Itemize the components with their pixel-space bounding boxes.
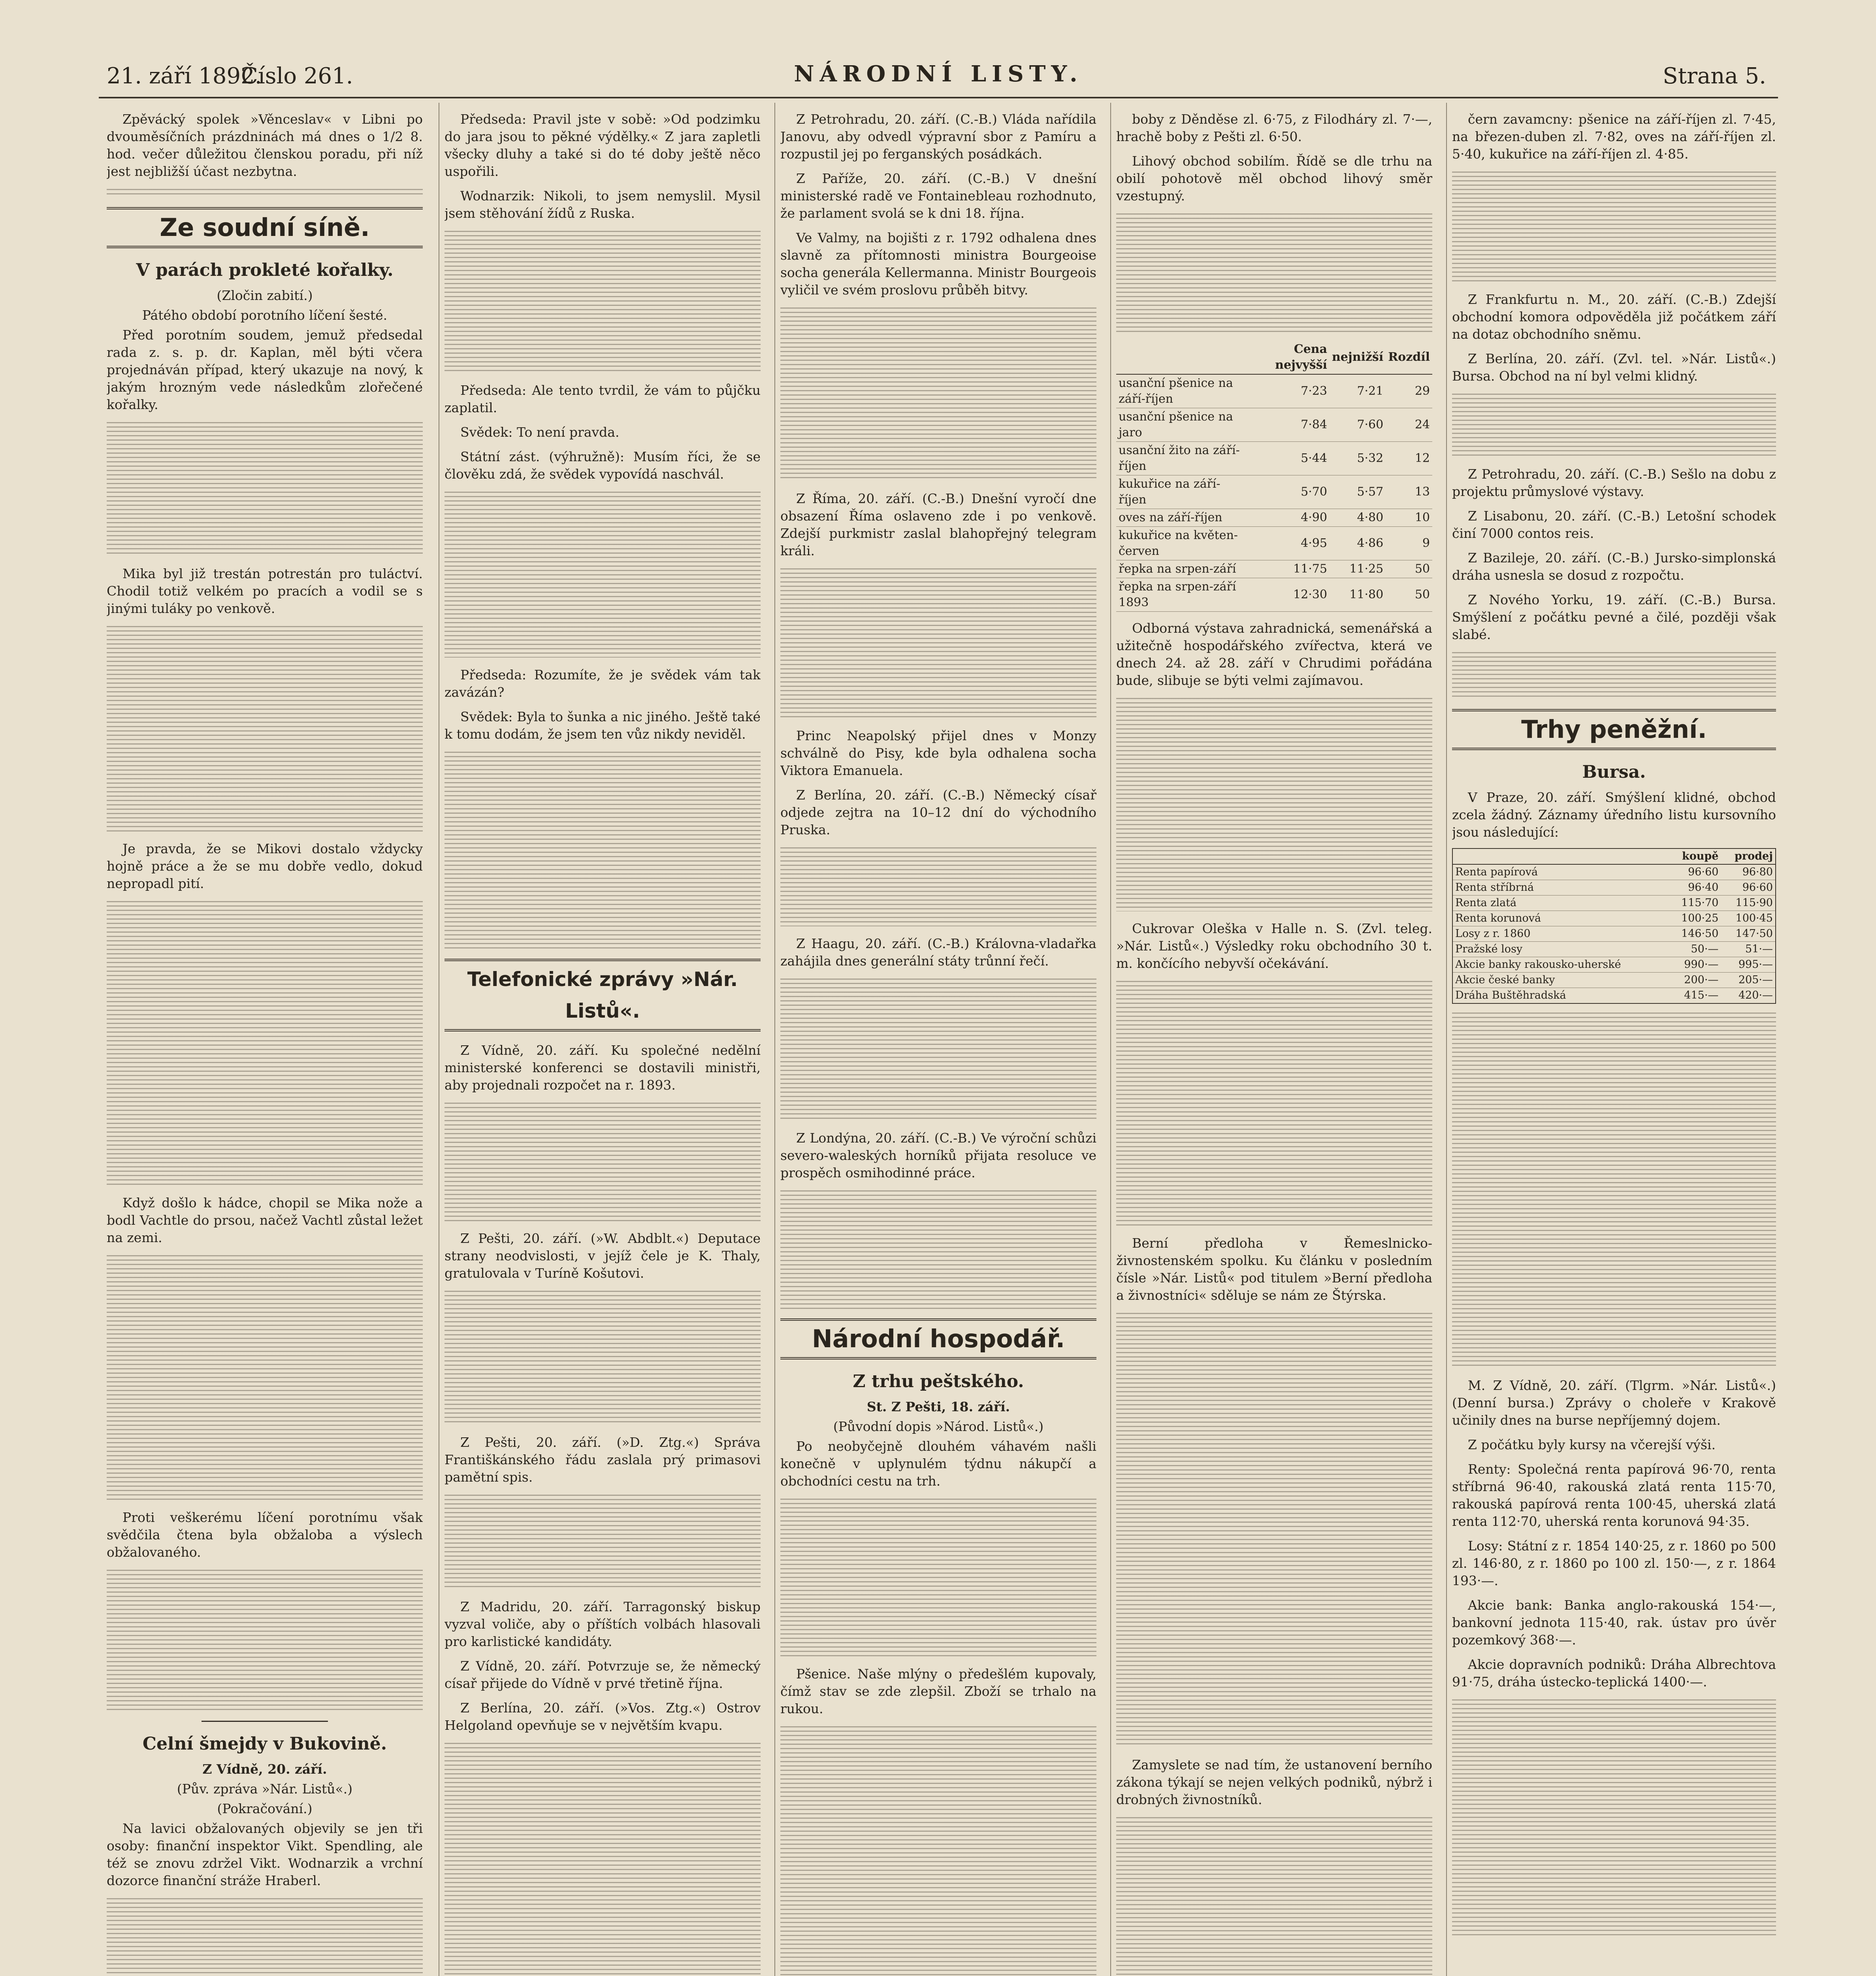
- column-2: [445, 111, 761, 1976]
- section-heading-economy: Národní hospodář.: [780, 1318, 1096, 1359]
- table-cell: 5·70: [1249, 475, 1330, 509]
- table-cell: 13: [1386, 475, 1432, 509]
- market-paragraph: M. Z Vídně, 20. září. (Tlgrm. »Nár. Listů«.) (Denní bursa.) Zprávy o choleře v Krakově učinily dnes na burse nepříjemný dojem.: [1452, 1378, 1776, 1428]
- text-filler: [445, 492, 761, 658]
- article-paragraph: Když došlo k hádce, chopil se Mika nože a bodl Vachtle do prsou, načež Vachtl zůstal ležet na zemi.: [107, 1195, 423, 1245]
- table-row: [1452, 957, 1776, 973]
- article-paragraph: Na lavici obžalovaných objevily se jen tři osoby: finanční inspektor Vikt. Spendling, ale též se znovu zdržel Vikt. Wodnarzik a vrchní dozorce finanční stráže Hraberl.: [107, 1821, 423, 1888]
- text-filler: [445, 1291, 761, 1425]
- column-header: nejnižší: [1330, 341, 1386, 374]
- table-cell: 147·50: [1721, 926, 1776, 942]
- row-label: Akcie banky rakousko-uherské: [1452, 957, 1668, 973]
- text-filler: [107, 626, 423, 832]
- market-paragraph: Z počátku byly kursy na včerejší výši.: [1468, 1437, 1716, 1452]
- table-row: [1116, 374, 1432, 408]
- table-cell: 11·75: [1249, 560, 1330, 578]
- article-source: (Původní dopis »Národ. Listů«.): [833, 1419, 1044, 1434]
- notice-paragraph: Zpěvácký spolek »Věnceslav« v Libni po dvouměsíčních prázdninách má dnes o 1/2 8. hod. večer důležitou členskou poradu, při níž jest nejbližší účast nezbytna.: [107, 111, 423, 179]
- table-header-row: [1116, 341, 1432, 374]
- telegram-paragraph: Z Paříže, 20. září. (C.-B.) V dnešní ministerské radě ve Fontainebleau rozhodnuto, že parlament svolá se k dni 18. října.: [780, 171, 1096, 221]
- telegram-paragraph: Ve Valmy, na bojišti z r. 1792 odhalena dnes slavně za přítomnosti ministra Bourgeoise socha generála Kellermanna. Ministr Bourgeois vyličil ve svém proslovu průběh bitvy.: [780, 230, 1096, 298]
- table-cell: 115·70: [1668, 896, 1721, 911]
- table-row: [1452, 864, 1776, 880]
- text-filler: [445, 1495, 761, 1589]
- table-cell: 200·—: [1668, 973, 1721, 988]
- table-cell: 4·95: [1249, 527, 1330, 560]
- row-label: oves na září-říjen: [1116, 509, 1249, 527]
- article-paragraph: Pšenice. Naše mlýny o předešlém kupovaly, čímž stav se zde zlepšil. Zboží se trhalo na rukou.: [780, 1666, 1096, 1716]
- column-header: Rozdíl: [1386, 341, 1432, 374]
- text-filler: [780, 1499, 1096, 1657]
- row-label: usanční žito na září-říjen: [1116, 442, 1249, 475]
- page-number: Strana 5.: [1663, 63, 1766, 89]
- text-filler: [780, 847, 1096, 926]
- dialogue-paragraph: Předseda: Ale tento tvrdil, že vám to půjčku zaplatil.: [445, 383, 761, 415]
- column-1: [107, 111, 423, 1976]
- article-paragraph: Odborná výstava zahradnická, semenářská a užitečně hospodářského zvířectva, která ve dnech 24. až 28. září v Chrudimi pořádána bude, slibuje se býti velmi zajímavou.: [1116, 620, 1432, 688]
- text-filler: [445, 1103, 761, 1221]
- table-cell: 7·60: [1330, 408, 1386, 442]
- text-filler: [107, 1898, 423, 1976]
- text-filler: [107, 1570, 423, 1712]
- table-cell: 5·44: [1249, 442, 1330, 475]
- article-title: V parách prokleté kořalky.: [136, 260, 394, 280]
- table-cell: 420·—: [1721, 988, 1776, 1004]
- text-filler: [1452, 172, 1776, 282]
- section-heading-money: Trhy peněžní.: [1452, 709, 1776, 750]
- telegram-paragraph: Z Haagu, 20. září. (C.-B.) Královna-vladařka zahájila dnes generální státy trůnní řečí.: [780, 936, 1096, 969]
- article-paragraph: Před porotním soudem, jemuž předsedal rada z. s. p. dr. Kaplan, měl býti včera projednáván případ, který ukazuje na nový, k jakým hrozným vede následkům zlořečené kořalky.: [107, 327, 423, 412]
- row-label: Renta korunová: [1452, 911, 1668, 926]
- table-row: [1452, 988, 1776, 1004]
- article-paragraph: Mika byl již trestán potrestán pro tuláctví. Chodil totiž velkém po pracích a vodil se s jinými tuláky po venkově.: [107, 566, 423, 616]
- table-cell: 4·80: [1330, 509, 1386, 527]
- row-label: usanční pšenice na září-říjen: [1116, 374, 1249, 408]
- text-filler: [107, 901, 423, 1186]
- text-filler: [1116, 698, 1432, 911]
- market-paragraph: boby z Děnděse zl. 6·75, z Filodháry zl. 7·—, hrachě boby z Pešti zl. 6·50.: [1116, 111, 1432, 144]
- table-cell: 50·—: [1668, 942, 1721, 957]
- article-title: Celní šmejdy v Bukovině.: [142, 1734, 387, 1754]
- table-row: [1116, 527, 1432, 560]
- table-row: [1116, 408, 1432, 442]
- row-label: usanční pšenice na jaro: [1116, 408, 1249, 442]
- market-paragraph: čern zavamcny: pšenice na září-říjen zl. 7·45, na březen-duben zl. 7·82, oves na září-říjen zl. 5·40, kukuřice na září-říjen zl. 4·85.: [1452, 111, 1776, 162]
- row-label: řepka na srpen-září: [1116, 560, 1249, 578]
- table-cell: 146·50: [1668, 926, 1721, 942]
- table-cell: 415·—: [1668, 988, 1721, 1004]
- text-filler: [1116, 981, 1432, 1226]
- telegram-paragraph: Z Londýna, 20. září. (C.-B.) Ve výroční schůzi severo-waleských horníků přijata resoluce ve prospěch osmihodinné práce.: [780, 1130, 1096, 1180]
- issue-date: 21. září 1892.: [107, 63, 262, 89]
- table-cell: 4·90: [1249, 509, 1330, 527]
- table-cell: 115·90: [1721, 896, 1776, 911]
- dialogue-paragraph: Wodnarzik: Nikoli, to jsem nemyslil. Mysil jsem stěhování žídů z Ruska.: [445, 188, 761, 221]
- row-label: Renta papírová: [1452, 864, 1668, 880]
- column-divider: [774, 103, 775, 1976]
- table-row: [1452, 973, 1776, 988]
- row-label: Akcie české banky: [1452, 973, 1668, 988]
- article-continuation: (Pokračování.): [217, 1801, 313, 1816]
- column-5: [1452, 111, 1776, 1976]
- stock-quote-table: [1452, 848, 1776, 1004]
- column-4: [1116, 111, 1432, 1976]
- text-filler: [107, 189, 423, 198]
- text-filler: [1116, 1313, 1432, 1748]
- text-filler: [445, 1743, 761, 1976]
- row-label: Renta stříbrná: [1452, 880, 1668, 896]
- text-filler: [780, 1726, 1096, 1976]
- text-filler: [1116, 213, 1432, 332]
- text-filler: [445, 231, 761, 373]
- table-cell: 96·40: [1668, 880, 1721, 896]
- table-row: [1452, 926, 1776, 942]
- article-source: (Pův. zpráva »Nár. Listů«.): [177, 1781, 353, 1797]
- column-header: [1116, 341, 1249, 374]
- row-label: Renta zlatá: [1452, 896, 1668, 911]
- table-cell: 5·57: [1330, 475, 1386, 509]
- grain-price-table: [1116, 341, 1432, 612]
- text-filler: [780, 1190, 1096, 1309]
- table-cell: 7·21: [1330, 374, 1386, 408]
- market-paragraph: Akcie dopravních podniků: Dráha Albrechtova 91·75, dráha ústecko-teplická 1400·—.: [1452, 1657, 1776, 1689]
- table-cell: 12: [1386, 442, 1432, 475]
- masthead-rule: [99, 97, 1778, 98]
- text-filler: [1452, 1699, 1776, 1936]
- table-header-row: [1452, 848, 1776, 864]
- market-paragraph: Losy: Státní z r. 1854 140·25, z r. 1860 po 500 zl. 146·80, z r. 1860 po 100 zl. 150·—, z r. 1864 193·—.: [1452, 1538, 1776, 1588]
- dateline: St. Z Pešti, 18. září.: [866, 1399, 1010, 1414]
- column-3: [780, 111, 1096, 1976]
- table-cell: 7·23: [1249, 374, 1330, 408]
- section-heading-telephone: Telefonické zprávy »Nár. Listů«.: [445, 959, 761, 1031]
- market-paragraph: Z Berlína, 20. září. (Zvl. tel. »Nár. Listů«.) Bursa. Obchod na ní byl velmi klidný.: [1452, 351, 1776, 384]
- telegram-paragraph: Z Pešti, 20. září. (»D. Ztg.«) Správa Františkánského řádu zaslala prý primasovi pamětní spis.: [445, 1435, 761, 1485]
- article-paragraph: V Praze, 20. září. Smýšlení klidné, obchod zcela žádný. Záznamy úředního listu kursovního jsou následující:: [1452, 790, 1776, 840]
- table-row: [1452, 880, 1776, 896]
- table-row: [1452, 896, 1776, 911]
- table-row: [1116, 578, 1432, 612]
- column-header: Cena nejvyšší: [1249, 341, 1330, 374]
- table-cell: 995·—: [1721, 957, 1776, 973]
- newspaper-title: NÁRODNÍ LISTY.: [794, 61, 1083, 87]
- article-separator: [202, 1721, 328, 1722]
- table-row: [1116, 509, 1432, 527]
- row-label: Dráha Buštěhradská: [1452, 988, 1668, 1004]
- table-cell: 96·60: [1721, 880, 1776, 896]
- table-cell: 100·25: [1668, 911, 1721, 926]
- table-cell: 24: [1386, 408, 1432, 442]
- table-cell: 50: [1386, 560, 1432, 578]
- table-cell: 96·80: [1721, 864, 1776, 880]
- telegram-paragraph: Z Berlína, 20. září. (»Vos. Ztg.«) Ostrov Helgoland opevňuje se v největším kvapu.: [445, 1700, 761, 1733]
- masthead: [99, 59, 1778, 96]
- text-filler: [1452, 652, 1776, 700]
- dateline: Z Vídně, 20. září.: [202, 1761, 327, 1777]
- text-filler: [107, 422, 423, 556]
- article-paragraph: Je pravda, že se Mikovi dostalo vždycky hojně práce a že se mu dobře vedlo, dokud nepropadl pití.: [107, 841, 423, 891]
- telegram-paragraph: Z Říma, 20. září. (C.-B.) Dnešní vyročí dne obsazení Říma oslaveno zde i po venkově. Zdejší purkmistr zaslal blahopřejný telegram králi.: [780, 491, 1096, 558]
- column-divider: [1110, 103, 1111, 1976]
- table-cell: 7·84: [1249, 408, 1330, 442]
- issue-number: Číslo 261.: [241, 63, 353, 89]
- table-row: [1452, 942, 1776, 957]
- text-filler: [1116, 1817, 1432, 1976]
- dialogue-paragraph: Státní zást. (výhružně): Musím říci, že se člověku zdá, že svědek vypovídá naschvál.: [445, 449, 761, 482]
- telegram-paragraph: Z Petrohradu, 20. září. (C.-B.) Vláda nařídila Janovu, aby odvedl výpravní sbor z Pamíru a rozpustil jej po ferganských posádkách.: [780, 111, 1096, 162]
- table-cell: 12·30: [1249, 578, 1330, 612]
- dialogue-paragraph: Předseda: Pravil jste v sobě: »Od podzimku do jara jsou to pěkné výdělky.« Z jara zapletli všecky dluhy a také si do té doby ještě něco uspořili.: [445, 111, 761, 179]
- market-paragraph: Z Petrohradu, 20. září. (C.-B.) Sešlo na dobu z projektu průmyslové výstavy.: [1452, 466, 1776, 499]
- column-header: koupě: [1668, 848, 1721, 864]
- article-title: Z trhu peštského.: [853, 1371, 1024, 1391]
- text-filler: [1452, 1013, 1776, 1368]
- table-row: [1116, 475, 1432, 509]
- table-cell: 10: [1386, 509, 1432, 527]
- column-divider: [1446, 103, 1447, 1976]
- table-cell: 11·80: [1330, 578, 1386, 612]
- table-row: [1116, 442, 1432, 475]
- row-label: kukuřice na září-říjen: [1116, 475, 1249, 509]
- dialogue-paragraph: Svědek: Byla to šunka a nic jiného. Ještě také k tomu dodám, že jsem ten vůz nikdy neviděl.: [445, 709, 761, 742]
- text-filler: [780, 568, 1096, 718]
- text-filler: [445, 752, 761, 949]
- table-cell: 205·—: [1721, 973, 1776, 988]
- table-cell: 100·45: [1721, 911, 1776, 926]
- table-cell: 9: [1386, 527, 1432, 560]
- table-row: [1452, 911, 1776, 926]
- article-paragraph: Po neobyčejně dlouhém váhavém našli konečně v uplynulém týdnu nákupčí a obchodníci cestu na trh.: [780, 1439, 1096, 1489]
- table-cell: 11·25: [1330, 560, 1386, 578]
- table-cell: 990·—: [1668, 957, 1721, 973]
- market-paragraph: Renty: Společná renta papírová 96·70, renta stříbrná 96·40, rakouská zlatá renta 115·70, rakouská papírová renta 100·45, uherská zlatá renta 112·70, uherská renta korunová 94·35.: [1452, 1461, 1776, 1529]
- table-cell: 51·—: [1721, 942, 1776, 957]
- market-paragraph: Z Bazileje, 20. září. (C.-B.) Jursko-simplonská dráha usnesla se dosud z rozpočtu.: [1452, 550, 1776, 583]
- market-paragraph: Z Nového Yorku, 19. září. (C.-B.) Bursa. Smýšlení z počátku pevné a čilé, později však slabé.: [1452, 592, 1776, 642]
- telegram-paragraph: Z Vídně, 20. září. Ku společné nedělní ministerské konferenci se dostavili ministři, aby projednali rozpočet na r. 1893.: [445, 1043, 761, 1093]
- telegram-paragraph: Z Vídně, 20. září. Potvrzuje se, že německý císař přijede do Vídně v prvé třetině října.: [445, 1658, 761, 1691]
- row-label: Losy z r. 1860: [1452, 926, 1668, 942]
- table-row: [1116, 560, 1432, 578]
- telegram-paragraph: Z Berlína, 20. září. (C.-B.) Německý císař odjede zejtra na 10–12 dní do východního Pruska.: [780, 787, 1096, 837]
- table-cell: 50: [1386, 578, 1432, 612]
- table-cell: 96·60: [1668, 864, 1721, 880]
- row-label: kukuřice na květen-červen: [1116, 527, 1249, 560]
- dialogue-paragraph: Předseda: Rozumíte, že je svědek vám tak zavázán?: [445, 667, 761, 700]
- dialogue-paragraph: Svědek: To není pravda.: [460, 424, 620, 440]
- article-subtitle: Pátého období porotního líčení šesté.: [142, 307, 388, 323]
- article-subtitle: (Zločin zabití.): [217, 288, 313, 303]
- article-paragraph: Berní předloha v Řemeslnicko-živnostenském spolku. Ku článku v posledním čísle »Nár. Listů« pod titulem »Berní předloha a živnostníci« sděluje se nám ze Štýrska.: [1116, 1235, 1432, 1303]
- market-paragraph: Z Frankfurtu n. M., 20. září. (C.-B.) Zdejší obchodní komora odpověděla již počátkem září na dotaz obchodního sněmu.: [1452, 292, 1776, 342]
- text-filler: [780, 307, 1096, 481]
- article-paragraph: Proti veškerému líčení porotnímu však svědčila čtena byla obžaloba a výslech obžalovaného.: [107, 1510, 423, 1560]
- column-header: [1452, 848, 1668, 864]
- table-cell: 4·86: [1330, 527, 1386, 560]
- article-paragraph: Cukrovar Oleška v Halle n. S. (Zvl. teleg. »Nár. Listů«.) Výsledky roku obchodního 30 t. m. končícího nebyvší očekávání.: [1116, 921, 1432, 971]
- text-filler: [780, 979, 1096, 1121]
- column-header: prodej: [1721, 848, 1776, 864]
- table-cell: 5·32: [1330, 442, 1386, 475]
- telegram-paragraph: Princ Neapolský přijel dnes v Monzy schválně do Pisy, kde byla odhalena socha Viktora Emanuela.: [780, 728, 1096, 778]
- telegram-paragraph: Z Madridu, 20. září. Tarragonský biskup vyzval voliče, aby o příštích volbách hlasovali pro karlistické kandidáty.: [445, 1599, 761, 1649]
- section-heading-court: Ze soudní síně.: [107, 207, 423, 248]
- row-label: Pražské losy: [1452, 942, 1668, 957]
- text-filler: [107, 1255, 423, 1500]
- row-label: řepka na srpen-září 1893: [1116, 578, 1249, 612]
- text-filler: [1452, 394, 1776, 457]
- telegram-paragraph: Z Pešti, 20. září. (»W. Abdblt.«) Deputace strany neodvislosti, v jejíž čele je K. Thaly, gratulovala v Turíně Košutovi.: [445, 1231, 761, 1281]
- market-paragraph: Akcie bank: Banka anglo-rakouská 154·—, bankovní jednota 115·40, rak. ústav pro úvěr pozemkový 368·—.: [1452, 1597, 1776, 1648]
- article-title: Bursa.: [1582, 762, 1646, 782]
- market-paragraph: Lihový obchod sobilím. Řídě se dle trhu na obilí pohotově měl obchod lihový směr vzestupný.: [1116, 153, 1432, 204]
- market-paragraph: Z Lisabonu, 20. září. (C.-B.) Letošní schodek činí 7000 contos reis.: [1452, 508, 1776, 541]
- table-cell: 29: [1386, 374, 1432, 408]
- article-paragraph: Zamyslete se nad tím, že ustanovení berního zákona týkají se nejen velkých podniků, nýbrž i drobných živnostníků.: [1116, 1757, 1432, 1807]
